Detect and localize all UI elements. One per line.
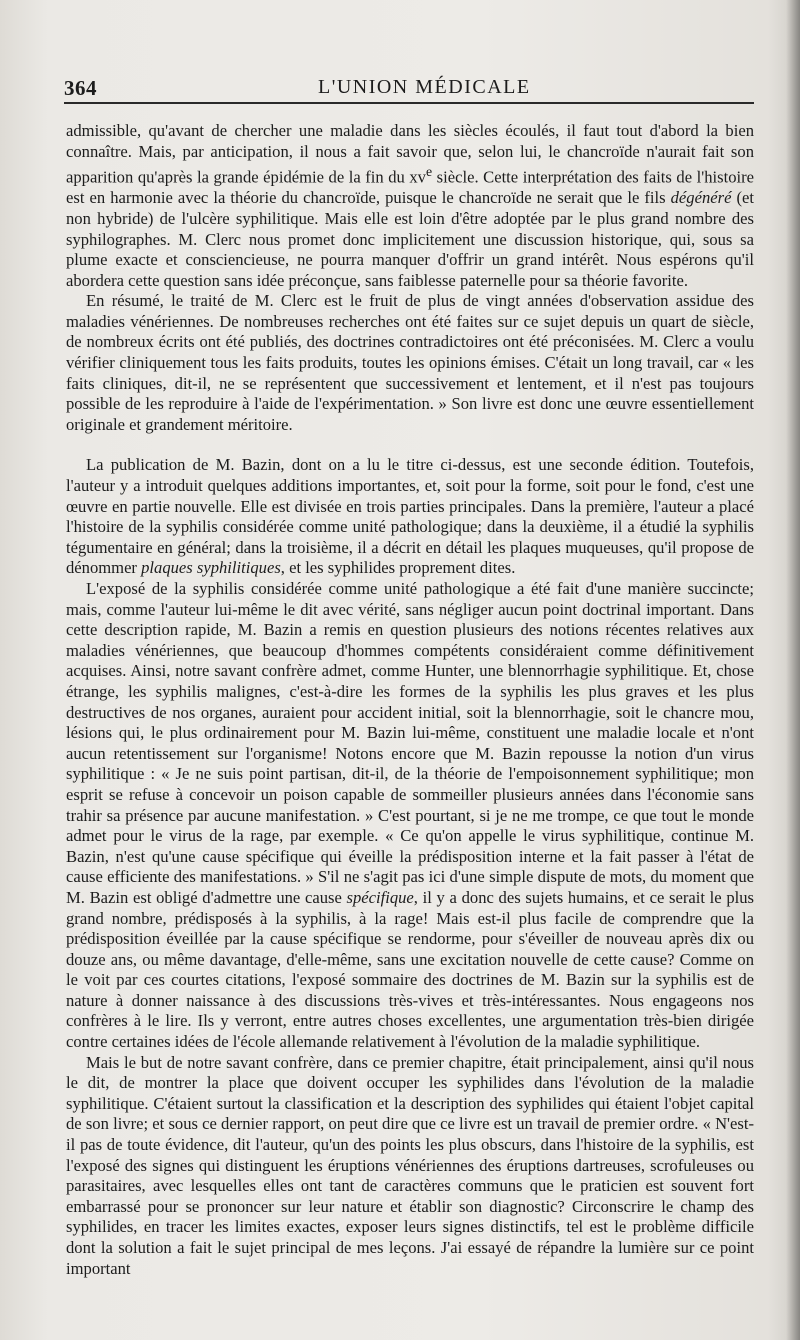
paragraph-5: Mais le but de notre savant confrère, dans ce premier chapitre, était principalement, ainsi qu'il nous le dit, de montrer la place que doivent occuper les syphilides dans l'évolution de la maladie syphilitique. C'étaient surtout la classification et la description des syphilides qui étaient l'objet capital de son livre; et sous ce dernier rapport, on peut dire que ce livre est un travail de premier ordre. « N'est-il pas de toute évidence, dit l'auteur, qu'un des points les plus obscurs, dans l'histoire de la syphilis, est l'exposé des signes qui distinguent les éruptions vénériennes des éruptions dartreuses, scrofuleuses ou parasitaires, avec lesquelles elles ont tant de caractères communs que le praticien est souvent fort embarrassé pour se prononcer sur leur nature et établir son diagnostic? Circonscrire le champ des syphilides, en tracer les limites exactes, exposer leurs signes distinctifs, tel est le problème difficile dont la solution a fait le sujet principal de mes leçons. J'ai essayé de répandre la lumière sur ce point important xyxy=(66,1052,754,1278)
running-title: L'UNION MÉDICALE xyxy=(318,76,531,98)
paragraph-2: En résumé, le traité de M. Clerc est le fruit de plus de vingt années d'observation assidue des maladies vénériennes. De nombreuses recherches ont été faites sur ce sujet depuis un quart de siècle, de nombreux écrits ont été publiés, des doctrines contradictoires ont été préconisées. M. Clerc a voulu vérifier cliniquement tous les faits produits, toutes les opinions émises. C'était un long travail, car « les faits cliniques, dit-il, ne se représentent que successivement et lentement, et il n'est pas toujours possible de les reproduire à l'aide de l'expérimentation. » Son livre est donc une œuvre essentiellement originale et grandement méritoire. xyxy=(66,291,754,434)
page-edge-shadow xyxy=(786,0,800,1340)
paragraph-1-text-c: (et non hybride) de l'ulcère syphilitique. Mais elle est loin d'être adoptée par le plus grand nombre des syphilographes. M. Clerc nous promet donc implicitement une discussion historique, qui, sous sa plume exacte et consciencieuse, ne pourra manquer d'offrir un grand intérêt. Nous espérons qu'il abordera cette question sans idée préconçue, sans faiblesse paternelle pour sa théorie favorite. xyxy=(66,188,754,290)
header-rule xyxy=(64,102,754,104)
body-text xyxy=(66,121,754,1279)
paragraph-3-text-a: La publication de M. Bazin, dont on a lu le titre ci-dessus, est une seconde édition. Toutefois, l'auteur y a introduit quelques additions importantes, et, soit pour la forme, soit pour le fond, c'est une œuvre en partie nouvelle. Elle est divisée en trois parties principales. Dans la première, l'auteur a placé l'histoire de la syphilis considérée comme unité pathologique; dans la deuxième, il a étudié la syphilis tégumentaire en général; dans la troisième, il a décrit en détail les plaques muqueuses, qu'il propose de dénommer xyxy=(66,455,754,578)
emphasis: plaques syphilitiques xyxy=(141,558,281,578)
paragraph-3 xyxy=(66,455,754,579)
paragraph-4-text-b: , il y a donc des sujets humains, et ce serait le plus grand nombre, prédisposés à la syphilis, à la rage! Mais est-il plus facile de comprendre que la prédisposition éveillée par la cause spécifique se rendorme, pour s'éveiller de nouveau après dix ou douze ans, ou même davantage, d'elle-même, sans une excitation nouvelle de cette cause? Comme on le voit par ces courtes citations, l'exposé sommaire des doctrines de M. Bazin sur la syphilis est de nature à donner naissance à des discussions très-vives et très-intéressantes. Nous engageons nos confrères à le lire. Ils y verront, entre autres choses excellentes, une argumentation très-bien dirigée contre certaines idées de l'école allemande relativement à l'évolution de la maladie syphilitique. xyxy=(66,887,754,1052)
page-number: 364 xyxy=(64,76,97,100)
paragraph-4 xyxy=(66,579,754,1053)
paragraph-4-text-a: L'exposé de la syphilis considérée comme unité pathologique a été fait d'une manière succincte; mais, comme l'auteur lui-même le dit avec vérité, sans négliger aucun point doctrinal important. Dans cette description rapide, M. Bazin a remis en question plusieurs des notions récentes relatives aux maladies vénériennes, que beaucoup d'hommes compétents considéraient comme définitivement acquises. Ainsi, notre savant confrère admet, comme Hunter, une blennorrhagie syphilitique. Et, chose étrange, les syphilis malignes, c'est-à-dire les formes de la syphilis les plus graves et les plus destructives de nos organes, auraient pour accident initial, soit la blennorrhagie, soit le chancre mou, lésions qui, le plus ordinairement pour M. Bazin lui-même, constituent une maladie locale et n'ont aucun retentissement sur l'organisme! Notons encore que M. Bazin repousse la notion d'un virus syphilitique : « Je ne suis point partisan, dit-il, de la théorie de l'empoisonnement syphilitique; mon esprit se refuse à concevoir un poison capable de sommeiller plusieurs années dans l'économie sans trahir sa présence par aucune manifestation. » C'est pourtant, si je ne me trompe, ce que tout le monde admet pour le virus de la rage, par exemple. « Ce qu'on appelle le virus syphilitique, continue M. Bazin, n'est qu'une cause spécifique qui éveille la prédisposition interne et la fait passer à l'état de cause efficiente des manifestations. » S'il ne s'agit pas ici d'une simple dispute de mots, du moment que M. Bazin est obligé d'admettre une cause xyxy=(66,579,754,907)
paragraph-3-text-b: , et les syphilides proprement dites. xyxy=(280,558,516,578)
superscript: e xyxy=(425,164,433,180)
emphasis: spécifique xyxy=(346,887,414,907)
page-header xyxy=(64,72,754,106)
emphasis: dégénéré xyxy=(670,188,732,208)
paragraph-1-text-b: siècle. Cette interprétation des faits de l'histoire est en harmonie avec la théorie du chancroïde, puisque le chancroïde ne serait que le fils xyxy=(66,167,754,208)
paragraph-1-text-a: admissible, qu'avant de chercher une maladie dans les siècles écoulés, il faut tout d'abord la bien connaître. Mais, par anticipation, il nous a fait savoir que, selon lui, le chancroïde n'aurait fait son apparition qu'après la grande épidémie de la fin du xv xyxy=(66,121,754,187)
paragraph-1 xyxy=(66,121,754,291)
